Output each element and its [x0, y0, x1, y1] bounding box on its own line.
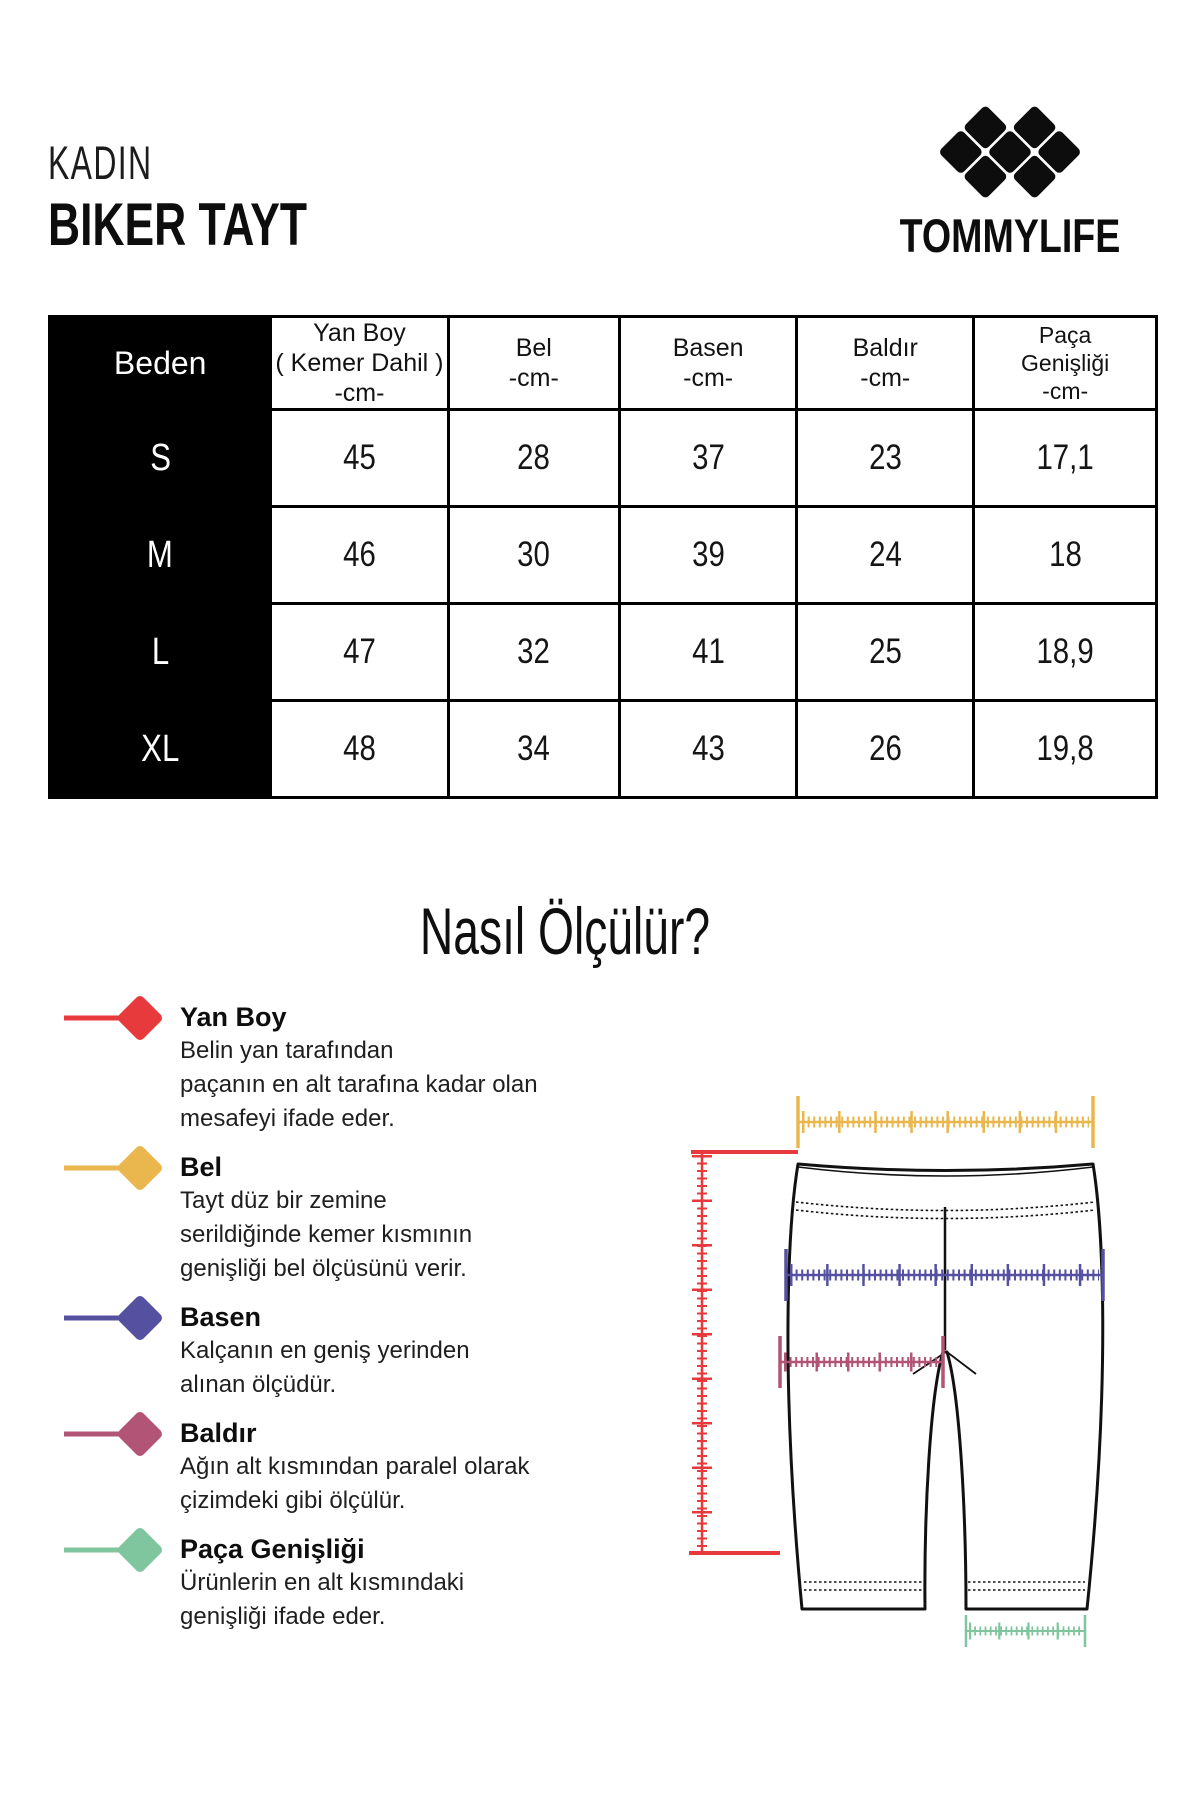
value-cell: 46: [271, 507, 448, 604]
value-cell: 28: [448, 410, 620, 507]
legend-label: Baldır: [180, 1418, 257, 1448]
col-header-paca-genisligi: Paça Genişliği -cm-: [974, 317, 1157, 410]
value-cell: 37: [620, 410, 797, 507]
legend-desc-line: alınan ölçüdür.: [180, 1371, 337, 1398]
legend-item-yan-boy: [48, 1000, 608, 1136]
biker-tight-outline: [788, 1164, 1103, 1609]
yan-boy-diamond-icon: [62, 988, 182, 1048]
baldir-diamond-icon: [62, 1404, 182, 1464]
value-cell: 45: [271, 410, 448, 507]
value-cell: 17,1: [974, 410, 1157, 507]
diamond-cluster-icon: [934, 100, 1086, 204]
value-cell: 41: [620, 604, 797, 701]
category-title: KADIN: [48, 136, 153, 189]
legend-item-bel: [48, 1150, 608, 1286]
size-cell: S: [50, 410, 271, 507]
legend-desc-line: Belin yan tarafından: [180, 1037, 394, 1064]
legend-desc-line: paçanın en alt tarafına kadar olan: [180, 1071, 538, 1098]
size-table: [48, 315, 1158, 799]
size-cell: M: [50, 507, 271, 604]
legend-desc-line: serildiğinde kemer kısmının: [180, 1221, 473, 1248]
paca-ruler: [966, 1615, 1085, 1647]
brand-name: TOMMYLIFE: [899, 209, 1121, 262]
value-cell: 24: [797, 507, 974, 604]
col-header-basen: Basen -cm-: [620, 317, 797, 410]
brand-logo: [860, 100, 1160, 263]
legend-item-paca-genisligi: [48, 1532, 608, 1634]
legend-item-basen: [48, 1300, 608, 1402]
legend-desc-line: Tayt düz bir zemine: [180, 1187, 387, 1214]
legend-desc-line: Ürünlerin en alt kısmındaki: [180, 1569, 465, 1596]
value-cell: 18: [974, 507, 1157, 604]
paca-diamond-icon: [62, 1520, 182, 1580]
col-header-bel: Bel -cm-: [448, 317, 620, 410]
how-to-measure-title: Nasıl Ölçülür?: [419, 894, 711, 968]
legend-label: Yan Boy: [180, 1002, 287, 1032]
col-header-yan-boy: Yan Boy ( Kemer Dahil ) -cm-: [271, 317, 448, 410]
table-row-l: [50, 604, 1157, 701]
value-cell: 23: [797, 410, 974, 507]
bel-diamond-icon: [62, 1138, 182, 1198]
value-cell: 32: [448, 604, 620, 701]
table-row-m: [50, 507, 1157, 604]
legend-desc-line: Ağın alt kısmından paralel olarak: [180, 1453, 530, 1480]
value-cell: 43: [620, 701, 797, 798]
value-cell: 34: [448, 701, 620, 798]
col-header-beden: Beden: [50, 317, 271, 410]
legend-desc-line: genişliği bel ölçüsünü verir.: [180, 1255, 467, 1282]
basen-diamond-icon: [62, 1288, 182, 1348]
legend-label: Bel: [180, 1152, 223, 1182]
product-titles: [48, 138, 398, 256]
product-title: BIKER TAYT: [48, 191, 308, 258]
value-cell: 30: [448, 507, 620, 604]
legend-desc-line: mesafeyi ifade eder.: [180, 1105, 395, 1132]
value-cell: 19,8: [974, 701, 1157, 798]
bel-ruler: [798, 1096, 1093, 1148]
value-cell: 18,9: [974, 604, 1157, 701]
legend-label: Paça Genişliği: [180, 1534, 365, 1564]
legend-item-baldir: [48, 1416, 608, 1518]
size-cell: XL: [50, 701, 271, 798]
value-cell: 26: [797, 701, 974, 798]
table-row-xl: [50, 701, 1157, 798]
size-table-header-row: [50, 317, 1157, 410]
value-cell: 48: [271, 701, 448, 798]
legend-label: Basen: [180, 1302, 262, 1332]
legend-desc-line: Kalçanın en geniş yerinden: [180, 1337, 470, 1364]
measurement-legend: [48, 1000, 608, 1648]
value-cell: 47: [271, 604, 448, 701]
garment-measurement-diagram: [630, 1055, 1120, 1675]
value-cell: 39: [620, 507, 797, 604]
col-header-baldir: Baldır -cm-: [797, 317, 974, 410]
table-row-s: [50, 410, 1157, 507]
value-cell: 25: [797, 604, 974, 701]
legend-desc-line: çizimdeki gibi ölçülür.: [180, 1487, 406, 1514]
legend-desc-line: genişliği ifade eder.: [180, 1603, 386, 1630]
size-cell: L: [50, 604, 271, 701]
